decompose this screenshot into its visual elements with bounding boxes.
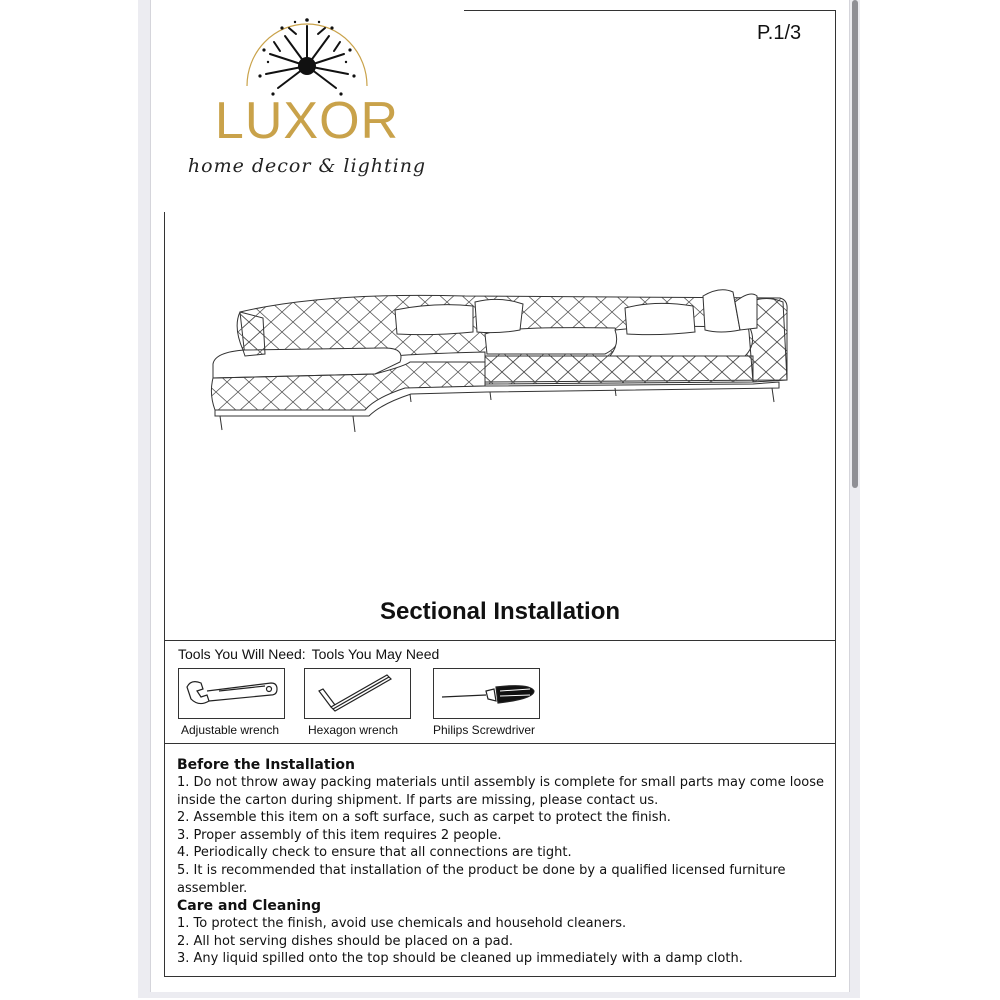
tool-hexagon-wrench (304, 668, 411, 719)
care-heading: Care and Cleaning (177, 898, 322, 915)
page-number: P.1/3 (757, 22, 802, 44)
divider (164, 640, 836, 641)
screwdriver-icon (434, 669, 539, 718)
care-item: 1. To protect the finish, avoid use chemicals and household cleaners. (177, 916, 627, 932)
before-heading: Before the Installation (177, 757, 355, 773)
tool-label: Philips Screwdriver (433, 723, 536, 737)
sectional-sofa-illustration (205, 282, 795, 437)
before-item: 5. It is recommended that installation of the product be done by a qualified licensed furniture assembler. (177, 862, 786, 896)
tool-philips-screwdriver (433, 668, 540, 719)
tool-label: Adjustable wrench (181, 723, 280, 737)
tools-may-need-label: Tools You May Need (311, 646, 440, 662)
brand-tagline: home decor & lighting (187, 155, 427, 177)
tool-adjustable-wrench (178, 668, 285, 719)
care-item: 3. Any liquid spilled onto the top should be cleaned up immediately with a damp cloth. (177, 951, 743, 967)
tools-heading (178, 646, 445, 662)
luxor-logo (170, 6, 450, 206)
adjustable-wrench-icon (179, 669, 284, 718)
tool-label: Hexagon wrench (308, 723, 399, 737)
hex-key-icon (305, 669, 410, 718)
before-item: 1. Do not throw away packing materials until assembly is complete for small parts may come loose inside the carton during shipment. If parts are missing, please contact us. (177, 775, 824, 808)
page-title: Sectional Installation (379, 598, 621, 625)
before-item: 4. Periodically check to ensure that all connections are tight. (177, 845, 572, 861)
tools-need-label: Tools You Will Need: (178, 646, 306, 662)
before-item: 2. Assemble this item on a soft surface, such as carpet to protect the finish. (177, 810, 671, 826)
before-item: 3. Proper assembly of this item requires 2 people. (177, 827, 502, 843)
instructions (177, 756, 827, 968)
scrollbar-thumb[interactable] (852, 0, 858, 488)
divider (164, 743, 836, 744)
care-item: 2. All hot serving dishes should be placed on a pad. (177, 933, 514, 949)
brand-name: LUXOR (214, 92, 400, 150)
